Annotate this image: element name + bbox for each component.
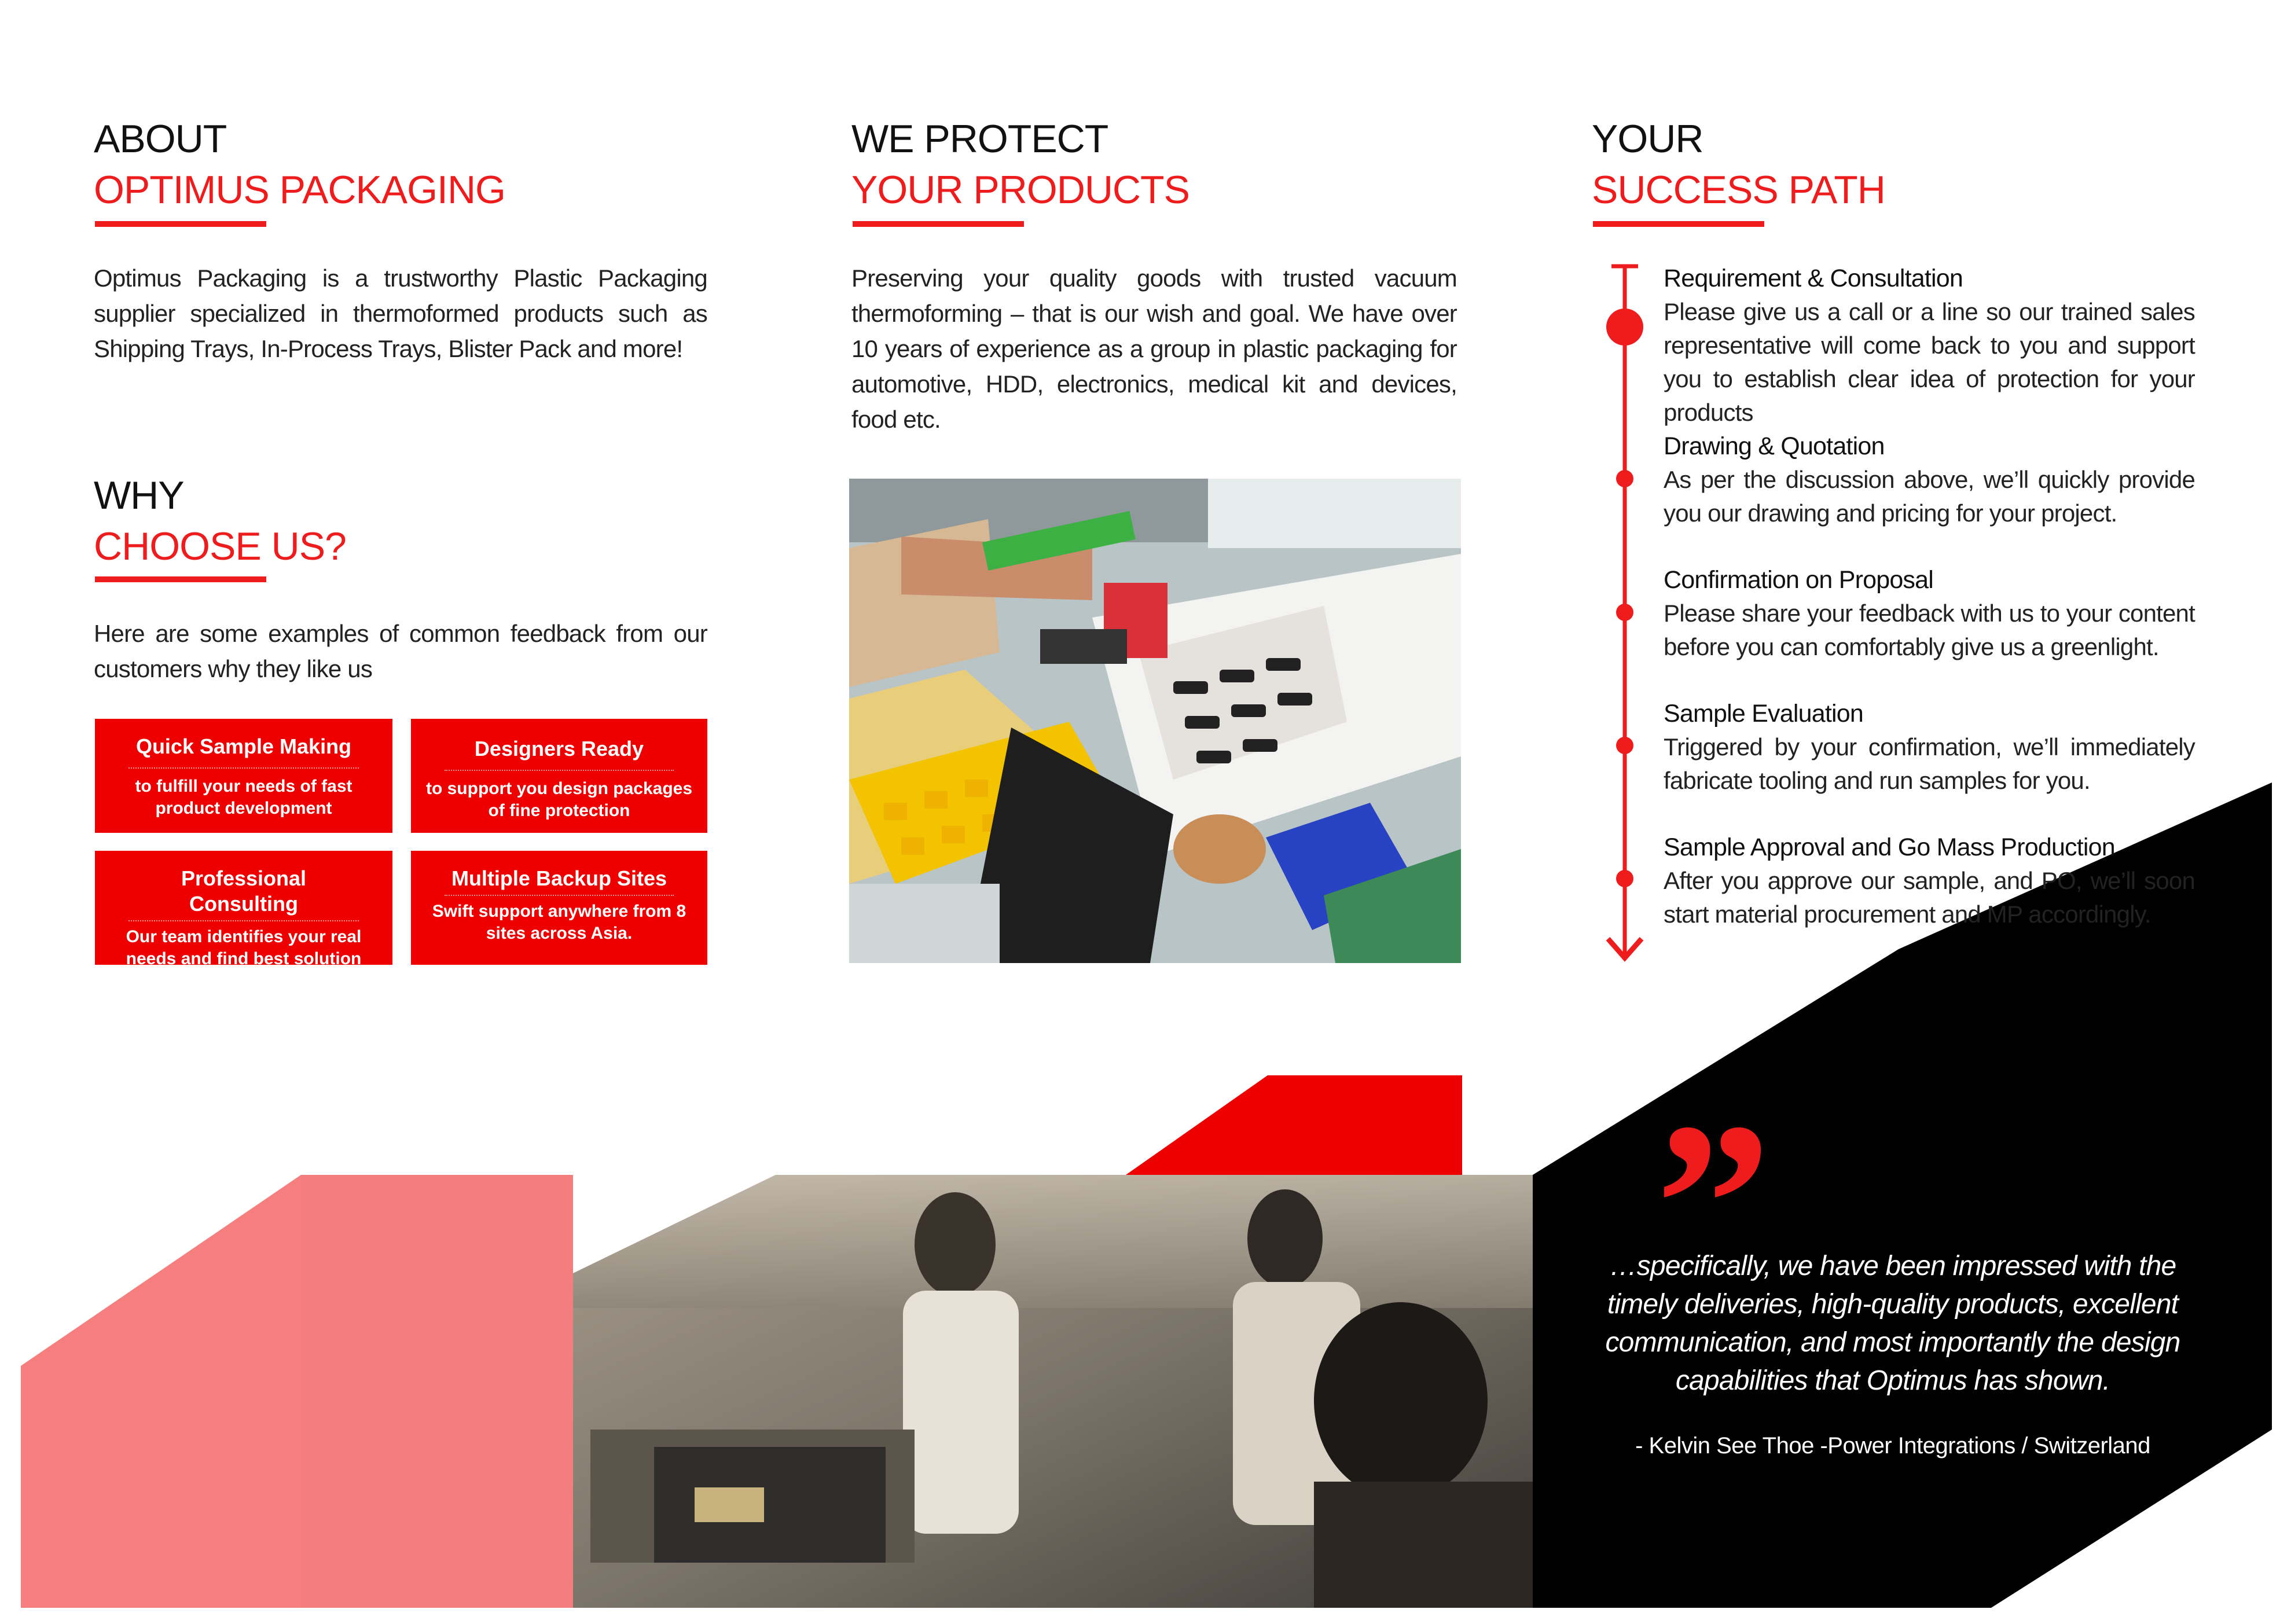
feature-card [411,851,707,965]
why-text: Here are some examples of common feedback from our customers why they like us [94,620,707,682]
why-heading: WHY [94,473,184,517]
step-title: Sample Approval and Go Mass Production [1664,833,2115,861]
why-subheading: CHOOSE US? [94,524,346,568]
feature-card [95,851,392,968]
why-rule [95,576,266,582]
about-rule [95,221,266,227]
feature-card-title: Designers Ready [445,736,674,771]
protect-rule [853,221,1024,227]
step-text: As per the discussion above, we’ll quickly provide you our drawing and pricing for your project. [1664,466,2195,527]
about-subheading: OPTIMUS PACKAGING [94,168,505,212]
feature-card-text: Swift support anywhere from 8 sites across Asia. [432,902,686,943]
step-title: Sample Evaluation [1664,700,1863,728]
step-item [1664,831,2195,931]
timeline-marker [1616,470,1633,487]
protect-subheading: YOUR PRODUCTS [851,168,1189,212]
protect-heading: WE PROTECT [851,117,1108,161]
protect-text: Preserving your quality goods with trusted vacuum thermoforming – that is our wish and goal. We have over 10 years of experience as a group in plastic packaging for automotive, HDD, electronics, medical kit and devices, food etc. [851,264,1457,433]
feature-card-text: Our team identifies your real needs and find best solution [126,927,362,968]
step-title: Drawing & Quotation [1664,432,1885,460]
success-subheading: SUCCESS PATH [1592,168,1885,212]
success-heading: YOUR [1592,117,1703,161]
testimonial-quote: …specifically, we have been impressed with the timely deliveries, high-quality products, excellent communication, and most importantly the design capabilities that Optimus has shown. [1605,1251,2180,1396]
step-title: Requirement & Consultation [1664,264,1963,292]
timeline-marker [1616,870,1633,887]
feature-card-text: to support you design packages of fine protection [425,779,693,820]
feature-card-title: Quick Sample Making [128,734,359,769]
about-text: Optimus Packaging is a trustworthy Plastic Packaging supplier specialized in thermoformed products such as Shipping Trays, In-Process Trays, Blister Pack and more! [94,264,707,362]
timeline-marker [1616,737,1633,754]
about-heading: ABOUT [94,117,227,161]
quote-mark-icon: ” [1655,1075,1771,1332]
step-text: After you approve our sample, and PO, we’ll soon start material procurement and MP accordingly. [1664,867,2195,928]
feature-card [95,719,392,833]
feature-card-title: Multiple Backup Sites [445,866,674,896]
step-item [1664,563,2195,664]
step-text: Please give us a call or a line so our trained sales representative will come back to you and support you to establish clear idea of protection for your products [1664,298,2195,426]
testimonial-author: - Kelvin See Thoe -Power Integrations / Switzerland [1635,1433,2150,1458]
step-item [1664,429,2195,530]
timeline-marker-large [1606,308,1643,346]
product-trays-photo [849,479,1461,963]
step-text: Triggered by your confirmation, we’ll immediately fabricate tooling and run samples for you. [1664,733,2195,794]
step-text: Please share your feedback with us to your content before you can comfortably give us a greenlight. [1664,600,2195,660]
step-title: Confirmation on Proposal [1664,566,1933,594]
feature-card [411,719,707,833]
step-item [1664,262,2195,429]
timeline-marker [1616,604,1633,621]
step-item [1664,697,2195,798]
feature-card-title: Professional Consulting [128,866,359,921]
feature-card-text: to fulfill your needs of fast product development [135,777,353,818]
success-rule [1593,221,1764,227]
